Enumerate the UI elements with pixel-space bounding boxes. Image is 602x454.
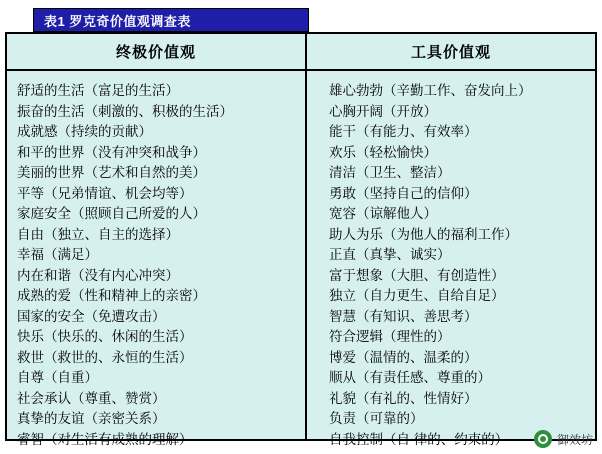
list-item: 智慧（有知识、善思考） bbox=[329, 308, 478, 324]
list-item: 博爱（温情的、温柔的） bbox=[329, 349, 478, 365]
list-item: 舒适的生活（富足的生活） bbox=[17, 83, 179, 98]
list-item: 内在和谐（没有内心冲突） bbox=[17, 267, 179, 283]
values-survey-table bbox=[5, 32, 597, 447]
list-item: 国家的安全（免遭攻击） bbox=[17, 308, 166, 324]
list-item: 社会承认（尊重、赞赏） bbox=[17, 390, 166, 406]
list-item: 自我控制（自 律的、约束的） bbox=[329, 431, 509, 447]
terminal-values-list bbox=[7, 71, 305, 450]
list-item: 美丽的世界（艺术和自然的美） bbox=[17, 165, 206, 180]
list-item: 平等（兄弟情谊、机会均等） bbox=[17, 185, 193, 201]
list-item: 富于想象（大胆、有创造性） bbox=[329, 267, 505, 283]
list-item: 顺从（有责任感、尊重的） bbox=[329, 370, 491, 385]
list-item: 幸福（满足） bbox=[17, 247, 98, 262]
instrumental-values-list bbox=[307, 71, 595, 450]
list-item: 真挚的友谊（亲密关系） bbox=[17, 411, 166, 426]
list-item: 自由（独立、自主的选择） bbox=[17, 226, 179, 242]
terminal-values-column bbox=[7, 34, 307, 447]
list-item: 助人为乐（为他人的福利工作） bbox=[329, 226, 518, 242]
list-item: 礼貌（有礼的、性情好） bbox=[329, 390, 478, 406]
watermark bbox=[534, 430, 593, 448]
list-item: 成就感（持续的贡献） bbox=[17, 124, 152, 139]
list-item: 宽容（谅解他人） bbox=[329, 206, 437, 221]
list-item: 自尊（自重） bbox=[17, 370, 98, 385]
list-item: 和平的世界（没有冲突和战争） bbox=[17, 144, 206, 160]
instrumental-values-header: 工具价值观 bbox=[307, 34, 595, 71]
list-item: 勇敢（坚持自己的信仰） bbox=[329, 185, 478, 201]
list-item: 清洁（卫生、整洁） bbox=[329, 165, 451, 180]
seal-icon bbox=[534, 430, 552, 448]
list-item: 能干（有能力、有效率） bbox=[329, 124, 478, 139]
list-item: 成熟的爱（性和精神上的亲密） bbox=[17, 288, 206, 303]
list-item: 心胸开阔（开放） bbox=[329, 103, 437, 119]
list-item: 符合逻辑（理性的） bbox=[329, 329, 451, 344]
list-item: 救世（救世的、永恒的生活） bbox=[17, 349, 193, 365]
list-item: 振奋的生活（刺激的、积极的生活） bbox=[17, 103, 233, 119]
table-title: 表1 罗克奇价值观调查表 bbox=[44, 14, 191, 29]
list-item: 欢乐（轻松愉快） bbox=[329, 144, 437, 160]
watermark-label: 御效坊 bbox=[556, 432, 593, 447]
list-item: 雄心勃勃（辛勤工作、奋发向上） bbox=[329, 83, 532, 98]
list-item: 独立（自力更生、自给自足） bbox=[329, 288, 505, 303]
list-item: 家庭安全（照顾自己所爱的人） bbox=[17, 206, 206, 221]
list-item: 睿智（对生活有成熟的理解） bbox=[17, 431, 193, 447]
terminal-values-header: 终极价值观 bbox=[7, 34, 305, 71]
list-item: 快乐（快乐的、休闲的生活） bbox=[17, 329, 193, 344]
list-item: 正直（真挚、诚实） bbox=[329, 247, 451, 262]
list-item: 负责（可靠的） bbox=[329, 411, 424, 426]
